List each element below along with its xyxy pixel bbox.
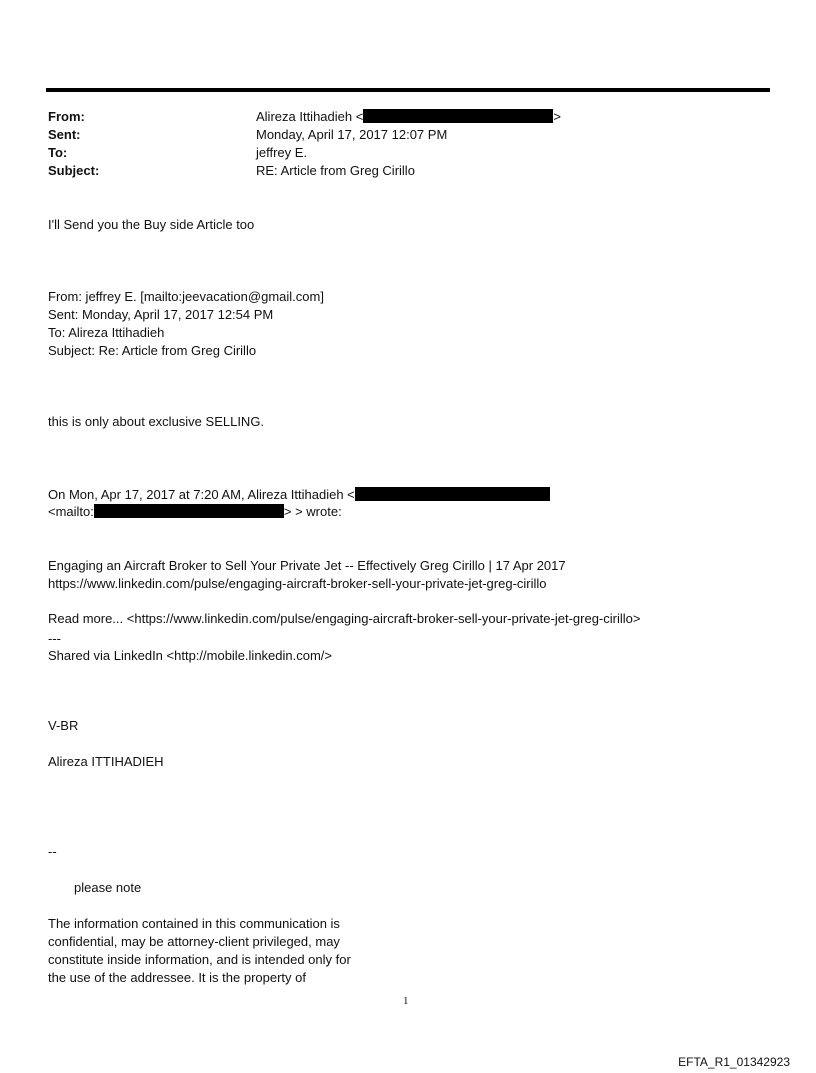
quoted-to: To: Alireza Ittihadieh (48, 325, 165, 340)
please-note: please note (74, 880, 142, 895)
disclaimer-line-3: constitute inside information, and is intended only for (48, 952, 351, 967)
mailto-suffix: > > wrote: (283, 504, 342, 519)
document-id: EFTA_R1_01342923 (678, 1055, 790, 1069)
quoted-subject: Subject: Re: Article from Greg Cirillo (48, 343, 257, 358)
sent-label: Sent: (48, 127, 81, 142)
disclaimer-line-1: The information contained in this communication is (48, 916, 340, 931)
reply-line: I'll Send you the Buy side Article too (48, 217, 255, 232)
disclaimer-line-4: the use of the addressee. It is the property of (48, 970, 306, 985)
on-wrote-prefix: On Mon, Apr 17, 2017 at 7:20 AM, Alireza Ittihadieh < (48, 487, 355, 502)
from-value-suffix: > (553, 109, 561, 124)
redaction-bar (94, 504, 284, 518)
article-title: Engaging an Aircraft Broker to Sell Your Private Jet -- Effectively Greg Cirillo | 17 Apr 2017 (48, 558, 566, 573)
from-value-prefix: Alireza Ittihadieh < (256, 109, 364, 124)
separator: --- (48, 631, 61, 646)
on-wrote-line (48, 486, 550, 503)
header-rule (46, 88, 770, 92)
signature-name: Alireza ITTIHADIEH (48, 754, 164, 769)
page-number: 1 (403, 995, 409, 1007)
redaction-bar (355, 487, 550, 501)
mailto-line (48, 503, 342, 520)
sent-value: Monday, April 17, 2017 12:07 PM (256, 127, 448, 142)
quoted-sent: Sent: Monday, April 17, 2017 12:54 PM (48, 307, 274, 322)
disclaimer-line-2: confidential, may be attorney-client privileged, may (48, 934, 340, 949)
from-label: From: (48, 109, 85, 124)
shared-via-line[interactable]: Shared via LinkedIn <http://mobile.linkedin.com/> (48, 648, 333, 663)
redaction-bar (363, 109, 553, 123)
subject-label: Subject: (48, 163, 100, 178)
subject-value: RE: Article from Greg Cirillo (256, 163, 415, 178)
read-more-line[interactable]: Read more... <https://www.linkedin.com/pulse/engaging-aircraft-broker-sell-your-private-jet-greg-cirillo> (48, 611, 641, 626)
from-value (256, 108, 561, 126)
to-value: jeffrey E. (256, 145, 308, 160)
signoff: V-BR (48, 718, 79, 733)
selling-line: this is only about exclusive SELLING. (48, 414, 265, 429)
mailto-prefix: <mailto: (48, 504, 94, 519)
article-url[interactable]: https://www.linkedin.com/pulse/engaging-aircraft-broker-sell-your-private-jet-greg-cirillo (48, 576, 547, 591)
signature-dashes: -- (48, 844, 57, 859)
quoted-from: From: jeffrey E. [mailto:jeevacation@gmail.com] (48, 289, 324, 304)
to-label: To: (48, 145, 68, 160)
